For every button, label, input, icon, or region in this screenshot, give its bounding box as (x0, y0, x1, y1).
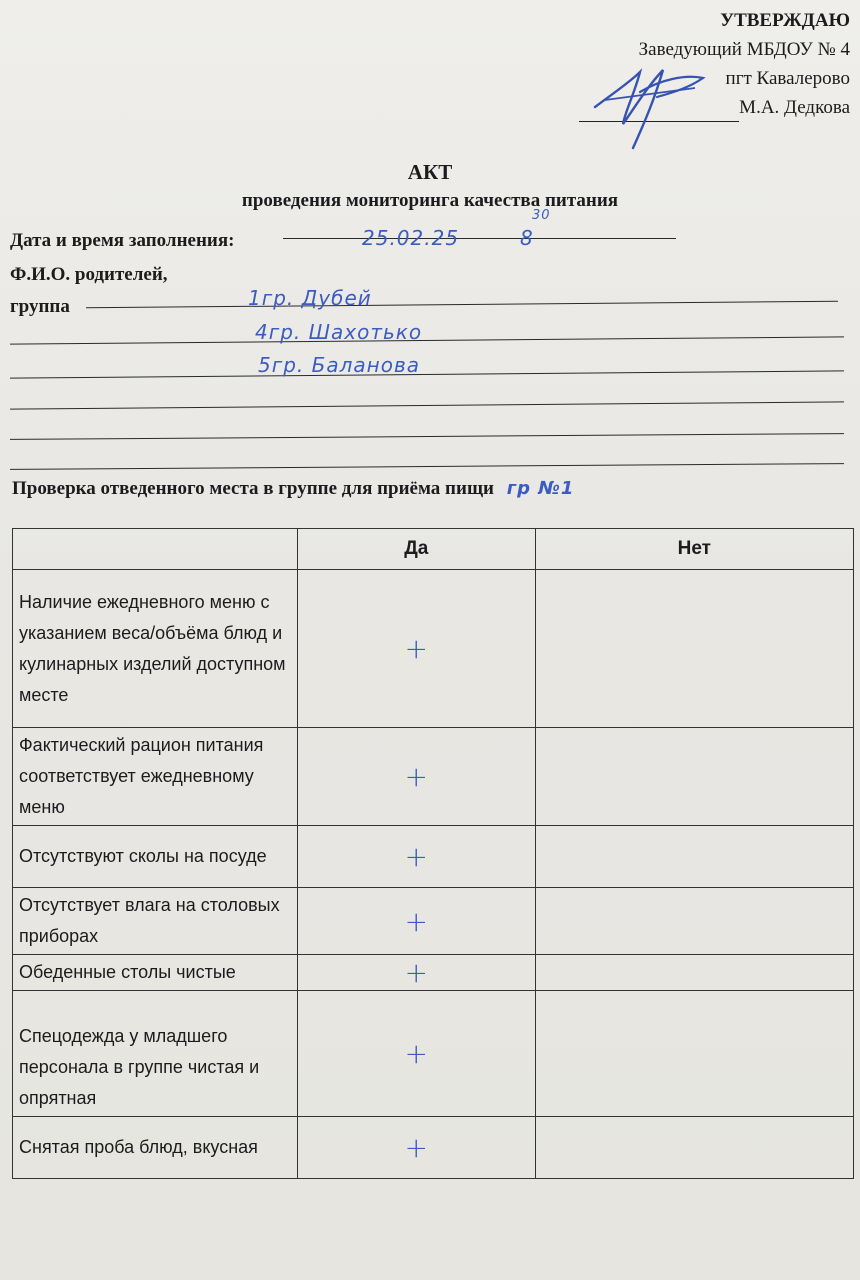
table-row (13, 955, 854, 991)
row-yes (298, 888, 536, 955)
row-yes (298, 728, 536, 826)
table-header-row (13, 529, 854, 570)
group-underline (86, 301, 838, 309)
row-no (535, 728, 853, 826)
approval-title: УТВЕРЖДАЮ (720, 10, 850, 31)
header-yes: Да (298, 529, 536, 570)
checklist-table (12, 528, 854, 1179)
parent-entry-2: 4гр. Шахотько (255, 320, 423, 344)
row-question: Фактический рацион питания соответствует ежедневному меню (13, 728, 298, 826)
time-superscript: 30 (532, 208, 551, 223)
parent-entry-3: 5гр. Баланова (258, 353, 421, 377)
row-yes (298, 570, 536, 728)
row-question: Снятая проба блюд, вкусная (13, 1117, 298, 1179)
plus-mark: + (404, 632, 428, 665)
section-title (12, 478, 574, 500)
parent-entry-1: 1гр. Дубей (248, 286, 372, 310)
plus-mark: + (404, 1037, 428, 1070)
approval-place: пгт Кавалерово (725, 68, 850, 89)
plus-mark: + (404, 760, 428, 793)
table-row (13, 991, 854, 1117)
section-handwritten: гр №1 (506, 478, 575, 499)
row-question: Отсутствуют сколы на посуде (13, 826, 298, 888)
row-question: Отсутствует влага на столовых приборах (13, 888, 298, 955)
header-no: Нет (535, 529, 853, 570)
header-empty (13, 529, 298, 570)
row-no (535, 955, 853, 991)
document-title: АКТ (407, 160, 453, 184)
underline-3 (10, 370, 844, 378)
date-underline (283, 238, 676, 239)
row-no (535, 888, 853, 955)
table-row (13, 888, 854, 955)
section-title-text: Проверка отведенного места в группе для приёма пищи (12, 478, 494, 499)
plus-mark: + (404, 840, 428, 873)
row-question: Обеденные столы чистые (13, 955, 298, 991)
time-value: 8 (520, 226, 534, 250)
row-no (535, 1117, 853, 1179)
row-yes (298, 1117, 536, 1179)
underline-4 (10, 401, 844, 409)
approval-name: М.А. Дедкова (739, 97, 850, 118)
table-row (13, 570, 854, 728)
plus-mark: + (404, 1131, 428, 1164)
parents-label: Ф.И.О. родителей, (10, 264, 168, 285)
approval-position: Заведующий МБДОУ № 4 (638, 39, 850, 60)
signature-icon (585, 52, 715, 152)
underline-6 (10, 463, 844, 470)
row-yes (298, 826, 536, 888)
row-no (535, 826, 853, 888)
underline-5 (10, 433, 844, 440)
row-yes (298, 955, 536, 991)
table-row (13, 1117, 854, 1179)
group-label: группа (10, 296, 70, 317)
row-yes (298, 991, 536, 1117)
date-value: 25.02.25 (362, 226, 460, 250)
underline-2 (10, 336, 844, 344)
date-label: Дата и время заполнения: (10, 230, 235, 251)
row-question: Спецодежда у младшего персонала в группе чистая и опрятная (13, 991, 298, 1117)
row-no (535, 570, 853, 728)
plus-mark: + (404, 904, 428, 938)
document-subtitle: проведения мониторинга качества питания (241, 190, 619, 211)
table-row (13, 728, 854, 826)
table-row (13, 826, 854, 888)
plus-mark: + (404, 956, 428, 989)
row-no (535, 991, 853, 1117)
row-question: Наличие ежедневного меню с указанием веса/объёма блюд и кулинарных изделий доступном месте (13, 570, 298, 728)
